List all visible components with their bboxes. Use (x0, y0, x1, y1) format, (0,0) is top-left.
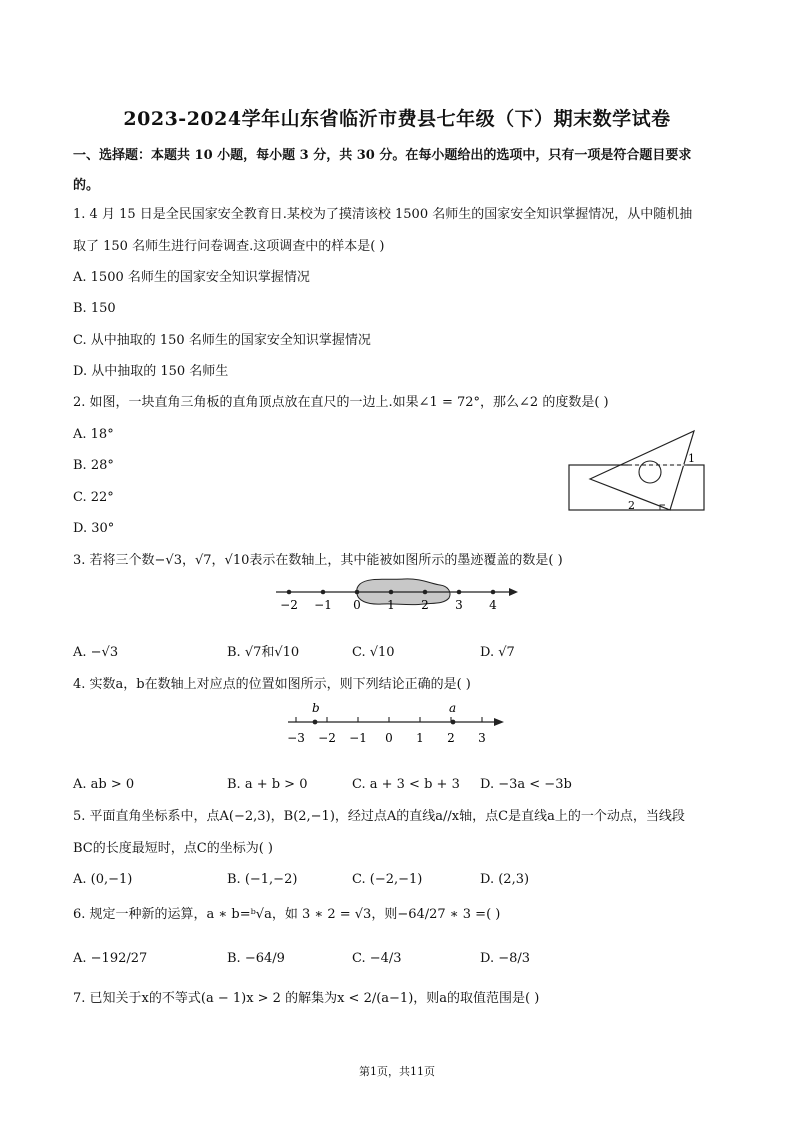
q5-option-b: B. (−1,−2) (227, 872, 298, 887)
section-heading-line1: 一、选择题：本题共 10 小题，每小题 3 分，共 30 分。在每小题给出的选项中，只有一项是符合题目要求 (73, 148, 692, 163)
point-b-label: b (312, 701, 320, 715)
point-a-label: a (449, 701, 457, 715)
q3-option-d: D. √7 (480, 645, 515, 660)
q5-stem-line1: 5. 平面直角坐标系中，点A(−2,3)，B(2,−1)，经过点A的直线a//x轴，点C是直线a上的一个动点，当线段 (73, 809, 685, 824)
tick-label: 3 (478, 731, 486, 745)
q4-number-line (282, 698, 512, 748)
page-title: 2023-2024学年山东省临沂市费县七年级（下）期末数学试卷 (123, 108, 671, 130)
q5-option-d: D. (2,3) (480, 872, 530, 887)
tick-point (389, 590, 394, 595)
q5-stem-line2: BC的长度最短时，点C的坐标为( ) (73, 841, 273, 856)
ruler (569, 465, 704, 510)
tick-label: 3 (455, 598, 463, 612)
tick-point (491, 590, 496, 595)
q4-option-d: D. −3a < −3b (480, 777, 572, 792)
q3-option-a: A. −√3 (73, 645, 119, 660)
q1-option-a: A. 1500 名师生的国家安全知识掌握情况 (73, 270, 310, 285)
q3-option-c: C. √10 (352, 645, 395, 660)
q2-stem: 2. 如图，一块直角三角板的直角顶点放在直尺的一边上.如果∠1 = 72°，那么∠2 的度数是( ) (73, 395, 609, 410)
page-footer: 第1页，共11页 (359, 1065, 435, 1078)
q2-ruler-triangle-figure (560, 425, 720, 520)
q2-option-b: B. 28° (73, 458, 114, 473)
tick-label: 2 (421, 598, 429, 612)
q5-option-a: A. (0,−1) (73, 872, 133, 887)
q4-option-a: A. ab > 0 (73, 777, 135, 792)
tick-label: −2 (280, 598, 298, 612)
q2-option-a: A. 18° (73, 427, 114, 442)
q7-stem: 7. 已知关于x的不等式(a − 1)x > 2 的解集为x < 2/(a−1)，则a的取值范围是( ) (73, 991, 540, 1006)
angle-1-label: 1 (688, 452, 695, 465)
tick-label: −1 (314, 598, 332, 612)
tick-point (423, 590, 428, 595)
q6-option-d: D. −8/3 (480, 951, 531, 966)
tick-label: 1 (416, 731, 424, 745)
tick-label: −2 (318, 731, 336, 745)
q3-stem: 3. 若将三个数−√3，√7，√10表示在数轴上，其中能被如图所示的墨迹覆盖的数是( ) (73, 553, 563, 568)
tick-point (355, 590, 360, 595)
q6-option-c: C. −4/3 (352, 951, 402, 966)
tick-label: 0 (353, 598, 361, 612)
q3-number-line (268, 574, 528, 618)
q6-option-a: A. −192/27 (73, 951, 148, 966)
q3-option-b: B. √7和√10 (227, 645, 300, 660)
set-square (590, 431, 694, 510)
q2-option-d: D. 30° (73, 521, 115, 536)
point-a (451, 720, 456, 725)
q1-stem-line1: 1. 4 月 15 日是全民国家安全教育日.某校为了摸清该校 1500 名师生的国家安全知识掌握情况，从中随机抽 (73, 207, 693, 222)
section-heading-line2: 的。 (73, 178, 100, 193)
q2-option-c: C. 22° (73, 490, 114, 505)
tick-point (321, 590, 326, 595)
q6-stem: 6. 规定一种新的运算，a ∗ b=ᵇ√a，如 3 ∗ 2 = √3，则−64/27 ∗ 3 =( ) (73, 907, 501, 922)
q1-stem-line2: 取了 150 名师生进行问卷调查.这项调查中的样本是( ) (73, 239, 385, 254)
tick-point (287, 590, 292, 595)
tick-point (457, 590, 462, 595)
q1-option-d: D. 从中抽取的 150 名师生 (73, 364, 229, 379)
q4-option-b: B. a + b > 0 (227, 777, 308, 792)
q1-option-b: B. 150 (73, 301, 116, 316)
q4-option-c: C. a + 3 < b + 3 (352, 777, 460, 792)
tick-label: −1 (349, 731, 367, 745)
tick-label: −3 (287, 731, 305, 745)
tick-label: 0 (385, 731, 393, 745)
point-b (313, 720, 318, 725)
q5-option-c: C. (−2,−1) (352, 872, 423, 887)
angle-2-label: 2 (628, 499, 635, 512)
q4-stem: 4. 实数a，b在数轴上对应点的位置如图所示，则下列结论正确的是( ) (73, 677, 471, 692)
tick-label: 1 (387, 598, 395, 612)
q6-option-b: B. −64/9 (227, 951, 285, 966)
q1-option-c: C. 从中抽取的 150 名师生的国家安全知识掌握情况 (73, 333, 371, 348)
tick-label: 4 (489, 598, 497, 612)
tick-label: 2 (447, 731, 455, 745)
